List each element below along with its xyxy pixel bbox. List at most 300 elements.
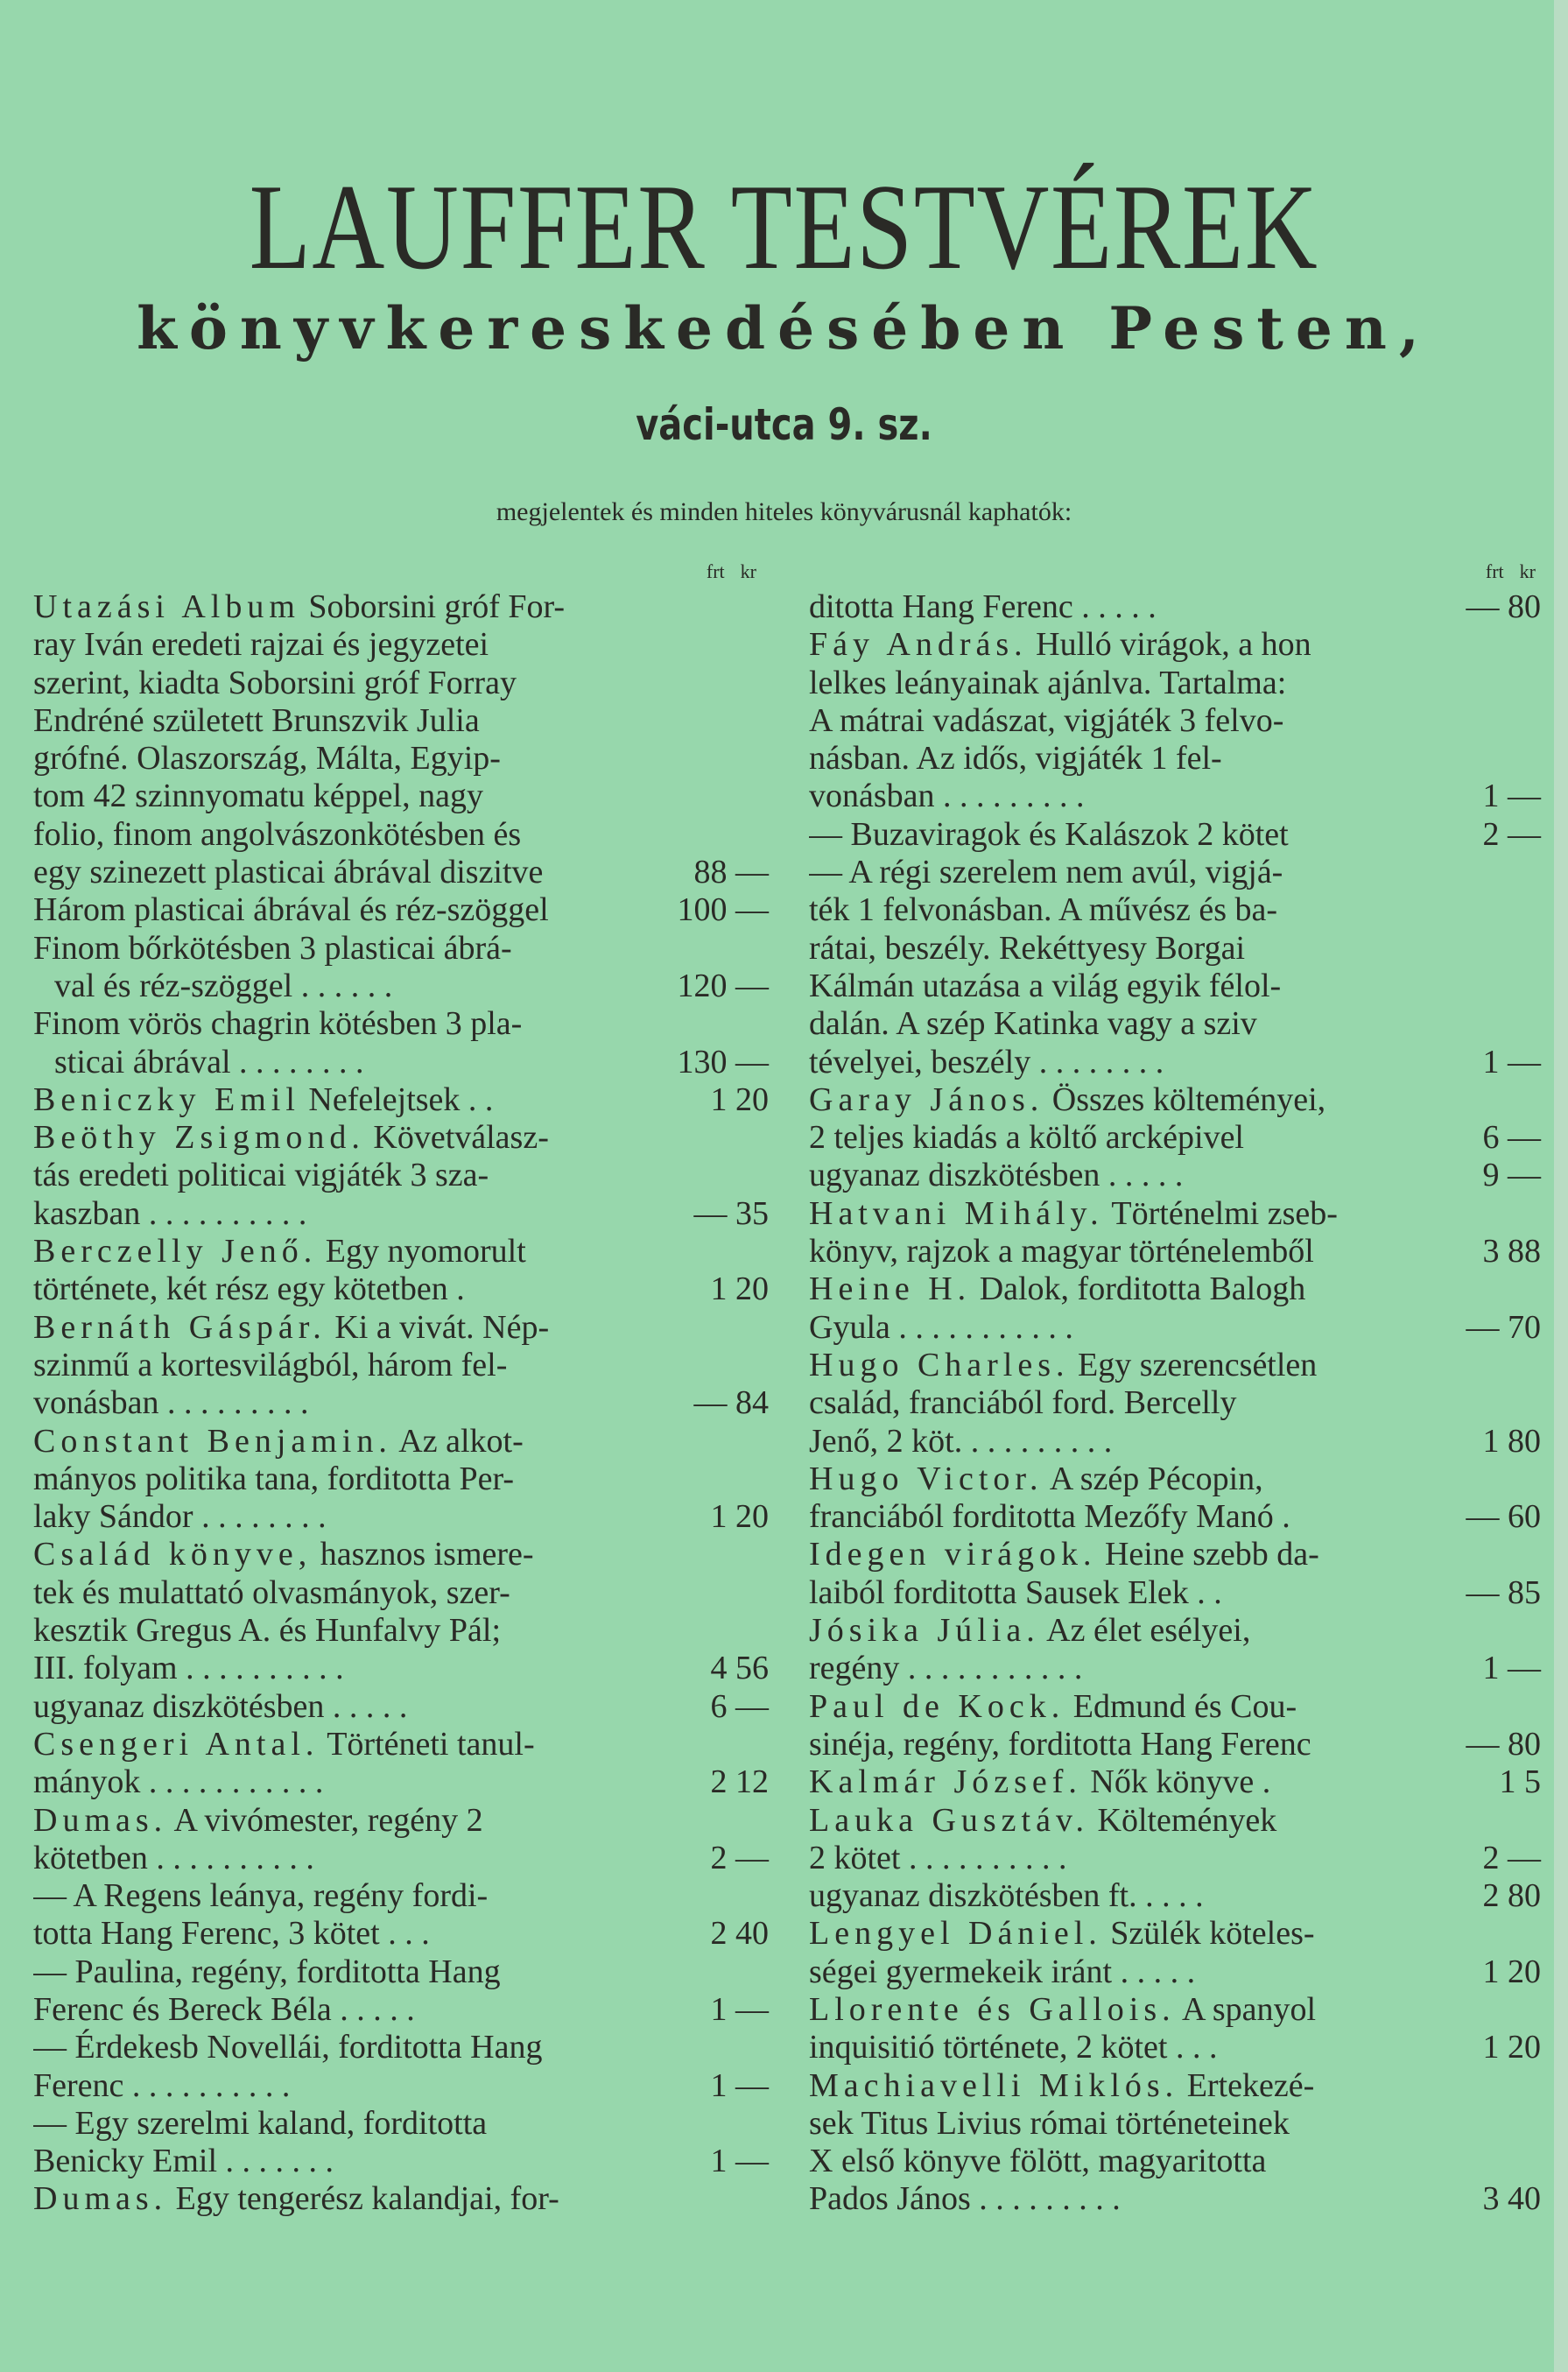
catalog-line-text	[809, 1081, 1438, 1119]
currency-kr-label: kr	[1519, 560, 1536, 582]
author-name: Paul de Kock.	[809, 1687, 1065, 1725]
catalog-line-text	[33, 626, 665, 664]
catalog-line-text	[33, 1309, 665, 1347]
catalog-line-text	[33, 1953, 665, 1991]
catalog-line-text	[809, 740, 1438, 778]
catalog-line-text	[33, 1384, 665, 1422]
catalog-line	[809, 854, 1541, 891]
entry-text: Történeti tanul-	[319, 1725, 535, 1763]
catalog-line	[33, 816, 769, 854]
entry-text: tek és mulattató olvasmányok, szer-	[33, 1573, 510, 1611]
catalog-line-text	[33, 854, 665, 891]
catalog-line	[33, 1384, 769, 1422]
entry-price: — 70	[1466, 1308, 1541, 1346]
entry-text: Kálmán utazása a világ egyik félol-	[809, 967, 1282, 1004]
author-name: Fáy András.	[809, 626, 1028, 664]
entry-text: Pados János . . . . . . . . .	[809, 2180, 1121, 2218]
entry-price: 1 —	[710, 2143, 769, 2180]
catalog-line	[809, 1840, 1541, 1877]
catalog-line-text	[33, 1233, 665, 1270]
entry-text: története, két rész egy kötetben .	[33, 1270, 465, 1308]
catalog-line	[33, 1536, 769, 1573]
entry-text: tévelyei, beszély . . . . . . . .	[809, 1043, 1164, 1080]
author-name: Dumas.	[33, 2180, 168, 2218]
catalog-line	[809, 1461, 1541, 1498]
catalog-line	[809, 1347, 1541, 1384]
entry-text: Finom bőrkötésben 3 plasticai ábrá-	[33, 929, 512, 967]
catalog-line	[809, 626, 1541, 664]
entry-text: 2 teljes kiadás a költő arcképivel	[809, 1119, 1244, 1157]
entry-text: grófné. Olaszország, Málta, Egyip-	[33, 740, 501, 778]
catalog-line-text	[809, 1498, 1438, 1536]
right-column	[809, 560, 1541, 2219]
catalog-line-text	[809, 1195, 1438, 1233]
catalog-line	[809, 778, 1541, 815]
entry-text: Az élet esélyei,	[1039, 1612, 1251, 1650]
catalog-line	[809, 1081, 1541, 1119]
catalog-line-text	[809, 1915, 1438, 1953]
entry-price: 1 5	[1499, 1763, 1541, 1801]
entry-text: — Buzaviragok és Kalászok 2 kötet	[809, 815, 1289, 853]
catalog-line-text	[33, 968, 665, 1005]
entry-text: rátai, beszély. Rekéttyesy Borgai	[809, 929, 1246, 967]
author-name: Hugo Victor.	[809, 1460, 1044, 1497]
catalog-line-text	[33, 930, 665, 968]
catalog-line	[809, 740, 1541, 778]
catalog-line-text	[33, 740, 665, 778]
catalog-line-text	[33, 1763, 665, 1801]
publisher-subtitle: könyvkereskedésében Pesten,	[137, 294, 1431, 362]
entry-text: Nők könyve .	[1081, 1763, 1271, 1801]
author-name: Llorente és Gallois.	[809, 1990, 1176, 2028]
catalog-line	[809, 2029, 1541, 2066]
catalog-line	[33, 1498, 769, 1536]
catalog-line-text	[33, 2180, 665, 2218]
entry-text: laky Sándor . . . . . . . .	[33, 1498, 327, 1536]
entry-price: 1 20	[710, 1270, 769, 1308]
entry-text: laiból forditotta Sausek Elek . .	[809, 1573, 1222, 1611]
entry-text: tom 42 szinnyomatu képpel, nagy	[33, 778, 483, 815]
catalog-line	[809, 2105, 1541, 2143]
author-name: Machiavelli Miklós.	[809, 2066, 1179, 2104]
currency-frt-label: frt	[1485, 560, 1504, 582]
entry-text: Ertekezé-	[1178, 2066, 1315, 2104]
catalog-line-text	[33, 1498, 665, 1536]
catalog-line	[33, 2180, 769, 2218]
entry-text: mányok . . . . . . . . . . .	[33, 1763, 324, 1801]
catalog-line	[809, 1802, 1541, 1840]
author-name: Idegen virágok.	[809, 1536, 1097, 1573]
publisher-title: LAUFFER TESTVÉREK	[249, 159, 1319, 295]
catalog-line	[33, 1688, 769, 1726]
author-name: Utazási Album	[33, 588, 300, 625]
catalog-line-text	[33, 588, 665, 626]
catalog-line	[809, 588, 1541, 626]
catalog-line-text	[809, 1005, 1438, 1043]
catalog-line-text	[33, 1536, 665, 1573]
entry-price: 88 —	[693, 854, 769, 891]
entry-price: 1 —	[710, 2066, 769, 2104]
catalog-line	[33, 1991, 769, 2029]
entry-text: Soborsini gróf For-	[299, 588, 566, 625]
catalog-line-text	[809, 778, 1438, 815]
catalog-line-text	[33, 1802, 665, 1840]
entry-text: sek Titus Livius római történeteinek	[809, 2104, 1290, 2142]
catalog-line	[33, 1423, 769, 1461]
catalog-line	[809, 665, 1541, 702]
catalog-line-text	[33, 1991, 665, 2029]
catalog-line-text	[33, 891, 665, 929]
catalog-line-text	[33, 702, 665, 740]
entry-text: — Egy szerelmi kaland, forditotta	[33, 2104, 488, 2142]
catalog-line	[33, 1347, 769, 1384]
catalog-line	[809, 2067, 1541, 2105]
catalog-line	[33, 1574, 769, 1612]
catalog-line	[33, 1233, 769, 1270]
entry-text: — A régi szerelem nem avúl, vigjá-	[809, 854, 1283, 891]
author-name: Hugo Charles.	[809, 1346, 1070, 1383]
entry-text: lelkes leányainak ajánlva. Tartalma:	[809, 664, 1287, 701]
entry-text: sticai ábrával . . . . . . . .	[54, 1043, 364, 1080]
entry-text: kötetben . . . . . . . . . .	[33, 1839, 314, 1876]
entry-text: család, franciából ford. Bercelly	[809, 1384, 1237, 1422]
entry-text: Egy nyomorult	[317, 1233, 526, 1270]
catalog-line-text	[809, 1536, 1438, 1573]
catalog-line	[33, 1840, 769, 1877]
entry-text: sinéja, regény, forditotta Hang Ferenc	[809, 1725, 1311, 1763]
currency-frt-label: frt	[706, 560, 725, 582]
entry-text: X első könyve fölött, magyaritotta	[809, 2143, 1267, 2180]
entry-text: Összes költeményei,	[1044, 1080, 1326, 1118]
author-name: Hatvani Mihály.	[809, 1194, 1104, 1232]
entry-text: násban. Az idős, vigjáték 1 fel-	[809, 740, 1222, 778]
catalog-line-text	[809, 854, 1438, 891]
catalog-line-text	[33, 1726, 665, 1763]
catalog-line	[809, 1384, 1541, 1422]
entry-text: Dalok, forditotta Balogh	[971, 1270, 1306, 1308]
catalog-line	[33, 1763, 769, 1801]
catalog-line-text	[809, 588, 1438, 626]
catalog-line	[33, 1270, 769, 1308]
entry-text: Történelmi zseb-	[1103, 1194, 1338, 1232]
entry-price: 6 —	[710, 1687, 769, 1725]
catalog-line-text	[809, 1119, 1438, 1157]
entry-price: — 80	[1466, 588, 1541, 625]
catalog-line	[809, 1574, 1541, 1612]
entry-text: Három plasticai ábrával és réz-szöggel	[33, 891, 549, 929]
entry-text: A szép Pécopin,	[1043, 1460, 1263, 1497]
entry-text: Edmund és Cou-	[1065, 1687, 1297, 1725]
catalog-line-text	[809, 665, 1438, 702]
entry-text: egy szinezett plasticai ábrával diszitve	[33, 854, 544, 891]
catalog-line	[33, 702, 769, 740]
catalog-line-text	[33, 1347, 665, 1384]
catalog-line	[33, 1726, 769, 1763]
catalog-line-text	[33, 1195, 665, 1233]
entry-price: — 60	[1466, 1498, 1541, 1536]
catalog-line	[33, 1612, 769, 1650]
catalog-line-text	[33, 816, 665, 854]
catalog-line	[33, 1005, 769, 1043]
catalog-line	[809, 1688, 1541, 1726]
catalog-line-text	[809, 1763, 1438, 1801]
entry-text: folio, finom angolvászonkötésben és	[33, 815, 522, 853]
entry-text: Költemények	[1089, 1801, 1277, 1839]
entry-text: szerint, kiadta Soborsini gróf Forray	[33, 664, 517, 701]
catalog-line	[33, 740, 769, 778]
author-name: Bernáth Gáspár.	[33, 1308, 327, 1346]
catalog-line-text	[809, 1347, 1438, 1384]
catalog-line-text	[33, 1461, 665, 1498]
author-name: Jósika Júlia.	[809, 1612, 1040, 1650]
currency-kr-label: kr	[740, 560, 756, 582]
catalog-line-text	[33, 1915, 665, 1953]
catalog-line	[33, 2143, 769, 2180]
author-name: Beniczky Emil	[33, 1080, 300, 1118]
catalog-line	[809, 1157, 1541, 1194]
catalog-line	[809, 1119, 1541, 1157]
catalog-line	[809, 1877, 1541, 1915]
catalog-line-text	[33, 1877, 665, 1915]
left-price-header	[33, 560, 769, 588]
catalog-line-text	[809, 2029, 1438, 2066]
catalog-line-text	[809, 816, 1438, 854]
entry-price: 1 —	[1482, 1043, 1541, 1080]
catalog-line	[33, 2029, 769, 2066]
entry-price: 2 —	[710, 1839, 769, 1876]
catalog-line-text	[809, 1384, 1438, 1422]
entry-text: Egy tengerész kalandjai, for-	[167, 2180, 559, 2218]
entry-text: Heine szebb da-	[1096, 1536, 1319, 1573]
entry-text: Egy szerencsétlen	[1069, 1346, 1318, 1383]
entry-text: kaszban . . . . . . . . . .	[33, 1194, 307, 1232]
entry-text: ditotta Hang Ferenc . . . . .	[809, 588, 1157, 625]
entry-text: tás eredeti politicai vigjáték 3 sza-	[33, 1157, 489, 1194]
entry-text: Ferenc . . . . . . . . . .	[33, 2066, 291, 2104]
catalog-line-text	[809, 2105, 1438, 2143]
entry-price: 1 —	[1482, 778, 1541, 815]
entry-text: dalán. A szép Katinka vagy a sziv	[809, 1005, 1257, 1043]
catalog-line-text	[809, 1688, 1438, 1726]
catalog-line-text	[33, 1119, 665, 1157]
entry-text: Ki a vivát. Nép-	[326, 1308, 550, 1346]
entry-price: 120 —	[677, 967, 769, 1004]
entry-text: Finom vörös chagrin kötésben 3 pla-	[33, 1005, 523, 1043]
catalog-line	[809, 2143, 1541, 2180]
catalog-line-text	[809, 1574, 1438, 1612]
entry-text: ségei gyermekeik iránt . . . . .	[809, 1953, 1196, 1990]
catalog-line	[809, 930, 1541, 968]
catalog-line	[809, 1650, 1541, 1687]
entry-text: Nefelejtsek . .	[299, 1080, 494, 1118]
entry-price: 2 12	[710, 1763, 769, 1801]
entry-text: szinmű a kortesvilágból, három fel-	[33, 1346, 508, 1383]
catalog-line	[33, 1157, 769, 1194]
catalog-line-text	[809, 1840, 1438, 1877]
catalog-line-text	[809, 1233, 1438, 1270]
author-name: Család könyve,	[33, 1536, 313, 1573]
entry-text: Benicky Emil . . . . . . .	[33, 2143, 334, 2180]
catalog-line	[809, 1195, 1541, 1233]
entry-price: 1 20	[1482, 2029, 1541, 2066]
entry-text: val és réz-szöggel . . . . . .	[54, 967, 393, 1004]
author-name: Kalmár József.	[809, 1763, 1082, 1801]
catalog-line	[33, 968, 769, 1005]
catalog-line	[809, 1270, 1541, 1308]
catalog-line	[809, 702, 1541, 740]
entry-text: — A Regens leánya, regény fordi-	[33, 1877, 489, 1915]
catalog-line	[33, 891, 769, 929]
catalog-line	[33, 1877, 769, 1915]
author-name: Constant Benjamin.	[33, 1422, 392, 1460]
catalog-line	[809, 1536, 1541, 1573]
entry-text: mányos politika tana, forditotta Per-	[33, 1460, 515, 1497]
entry-price: 1 20	[710, 1080, 769, 1118]
intro-line: megjelentek és minden hiteles könyvárusnál kaphatók:	[496, 497, 1072, 526]
catalog-line	[33, 1461, 769, 1498]
catalog-line	[809, 1423, 1541, 1461]
catalog-line	[809, 891, 1541, 929]
author-name: Lengyel Dániel.	[809, 1915, 1102, 1953]
author-name: Dumas.	[33, 1801, 168, 1839]
catalog-line-text	[809, 891, 1438, 929]
entry-text: ugyanaz diszkötésben . . . . .	[33, 1687, 408, 1725]
catalog-line-text	[33, 1688, 665, 1726]
entry-text: ugyanaz diszkötésben ft. . . . .	[809, 1877, 1204, 1915]
catalog-line	[33, 665, 769, 702]
author-name: Garay János.	[809, 1080, 1044, 1118]
entry-price: 4 56	[710, 1650, 769, 1687]
entry-price: 2 40	[710, 1915, 769, 1953]
entry-price: 1 —	[710, 1990, 769, 2028]
catalog-line-text	[809, 1612, 1438, 1650]
catalog-line	[33, 1953, 769, 1991]
catalog-line	[809, 1233, 1541, 1270]
entry-text: Ferenc és Bereck Béla . . . . .	[33, 1990, 415, 2028]
catalog-line-text	[809, 1802, 1438, 1840]
catalog-line-text	[33, 778, 665, 815]
entry-price: — 35	[693, 1194, 769, 1232]
catalog-line-text	[33, 2029, 665, 2066]
entry-text: regény . . . . . . . . . . .	[809, 1650, 1083, 1687]
entry-text: A spanyol	[1175, 1990, 1317, 2028]
catalog-line-text	[809, 930, 1438, 968]
catalog-line	[809, 1763, 1541, 1801]
entry-text: 2 kötet . . . . . . . . . .	[809, 1839, 1067, 1876]
entry-text: vonásban . . . . . . . . .	[809, 778, 1085, 815]
catalog-line-text	[33, 1650, 665, 1687]
entry-price: 3 40	[1482, 2180, 1541, 2218]
catalog-line	[809, 1498, 1541, 1536]
catalog-line-text	[33, 1005, 665, 1043]
catalog-line	[809, 1005, 1541, 1043]
entry-price: — 80	[1466, 1725, 1541, 1763]
catalog-line	[809, 1044, 1541, 1081]
catalog-line-text	[33, 1044, 665, 1081]
entry-text: A vivómester, regény 2	[167, 1801, 483, 1839]
catalog-line	[33, 1195, 769, 1233]
entry-price: 130 —	[677, 1043, 769, 1080]
catalog-line	[33, 778, 769, 815]
author-name: Csengeri Antal.	[33, 1725, 320, 1763]
catalog-line	[809, 1915, 1541, 1953]
author-name: Berczelly Jenő.	[33, 1233, 318, 1270]
entry-price: 2 —	[1482, 815, 1541, 853]
entry-text: Az alkot-	[391, 1422, 524, 1460]
catalog-line	[809, 816, 1541, 854]
catalog-line	[809, 1953, 1541, 1991]
catalog-line-text	[33, 1612, 665, 1650]
catalog-line	[809, 968, 1541, 1005]
catalog-line-text	[33, 1270, 665, 1308]
entry-text: A mátrai vadászat, vigjáték 3 felvo-	[809, 701, 1284, 739]
catalog-line	[33, 1119, 769, 1157]
entry-price: 1 —	[1482, 1650, 1541, 1687]
entry-text: — Paulina, regény, forditotta Hang	[33, 1953, 501, 1990]
entry-text: totta Hang Ferenc, 3 kötet . . .	[33, 1915, 430, 1953]
catalog-line-text	[809, 1423, 1438, 1461]
catalog-line	[809, 1612, 1541, 1650]
catalog-line-text	[33, 2143, 665, 2180]
catalog-line	[33, 854, 769, 891]
catalog-line-text	[33, 2105, 665, 2143]
entry-price: 1 20	[1482, 1953, 1541, 1990]
entry-text: könyv, rajzok a magyar történelemből	[809, 1233, 1314, 1270]
catalog-line	[809, 1309, 1541, 1347]
entry-text: ugyanaz diszkötésben . . . . .	[809, 1157, 1184, 1194]
entry-text: Követválasz-	[364, 1119, 549, 1157]
entry-text: Endréné született Brunszvik Julia	[33, 701, 480, 739]
catalog-line-text	[809, 1157, 1438, 1194]
catalog-line-text	[809, 1461, 1438, 1498]
right-price-header	[809, 560, 1541, 588]
entry-text: III. folyam . . . . . . . . . .	[33, 1650, 344, 1687]
catalog-line-text	[33, 1840, 665, 1877]
catalog-line	[33, 2105, 769, 2143]
entry-text: inquisitió története, 2 kötet . . .	[809, 2029, 1218, 2066]
entry-price: 6 —	[1482, 1119, 1541, 1157]
entry-text: Szülék köteles-	[1101, 1915, 1315, 1953]
catalog-line-text	[809, 1953, 1438, 1991]
entry-price: 100 —	[677, 891, 769, 929]
catalog-line	[809, 1726, 1541, 1763]
entry-text: Jenő, 2 köt. . . . . . . . . .	[809, 1422, 1113, 1460]
catalog-line	[33, 1044, 769, 1081]
entry-price: — 84	[693, 1384, 769, 1422]
catalog-line-text	[809, 702, 1438, 740]
entry-price: 3 88	[1482, 1233, 1541, 1270]
catalog-line-text	[809, 626, 1438, 664]
entry-price: 2 —	[1482, 1839, 1541, 1876]
entry-price: 9 —	[1482, 1157, 1541, 1194]
catalog-line	[33, 626, 769, 664]
catalog-line-text	[809, 1309, 1438, 1347]
catalog-line	[33, 1081, 769, 1119]
publisher-address: váci-utca 9. sz.	[636, 399, 932, 450]
entry-text: vonásban . . . . . . . . .	[33, 1384, 309, 1422]
catalog-line	[33, 1915, 769, 1953]
entry-text: Hulló virágok, a hon	[1027, 626, 1311, 664]
author-name: Lauka Gusztáv.	[809, 1801, 1089, 1839]
catalog-line-text	[809, 1650, 1438, 1687]
entry-text: franciából forditotta Mezőfy Manó .	[809, 1498, 1290, 1536]
entry-text: ték 1 felvonásban. A művész és ba-	[809, 891, 1278, 929]
entry-price: 1 80	[1482, 1422, 1541, 1460]
author-name: Heine H.	[809, 1270, 972, 1308]
catalog-line-text	[809, 1726, 1438, 1763]
entry-price: — 85	[1466, 1573, 1541, 1611]
catalog-line-text	[809, 1044, 1438, 1081]
